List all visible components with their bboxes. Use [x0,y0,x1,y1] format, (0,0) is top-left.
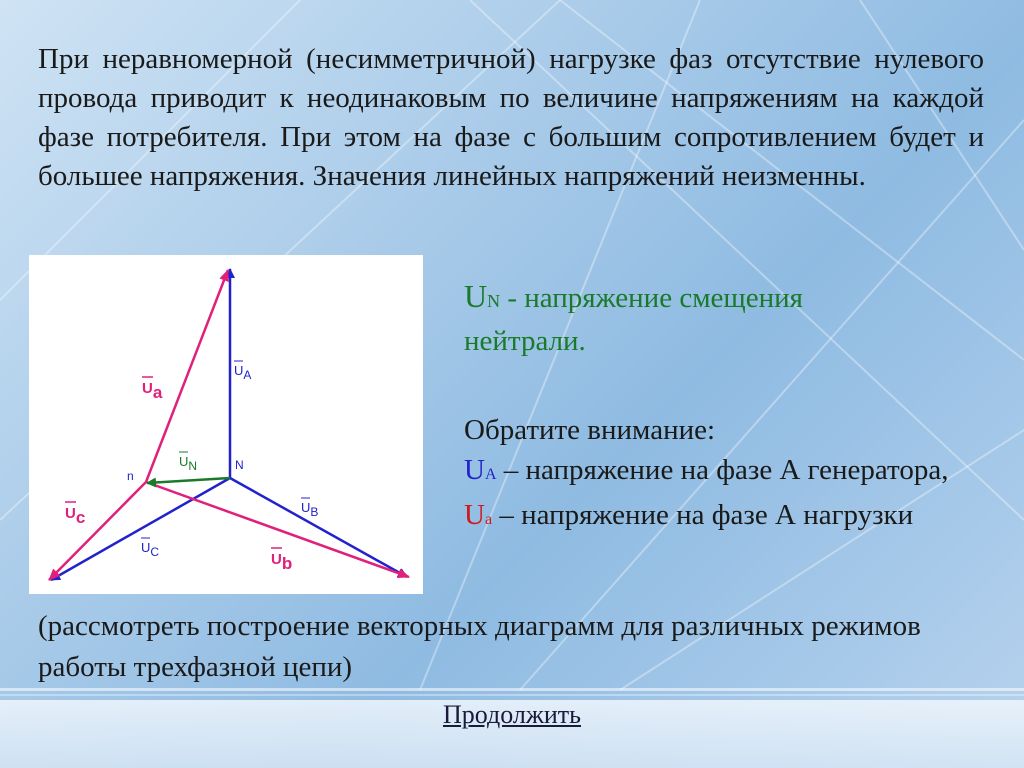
vector-ub-generator [230,478,407,577]
vector-diagram-svg [29,255,423,594]
ua-load-text: – напряжение на фазе А нагрузки [492,499,914,531]
ua-generator-symbol: U [464,454,485,486]
vector-ua-load [146,270,228,482]
footer-stripe [0,688,1024,691]
label-uc-load: Uc [65,505,86,527]
un-subscript: N [487,291,501,311]
vector-un-offset [147,478,230,483]
attention-block [464,410,1004,540]
vector-uc-load [49,482,146,580]
continue-link[interactable]: Продолжить [443,700,581,729]
ua-load-subscript: a [484,511,493,528]
label-ua-load: Ua [142,380,163,402]
un-symbol: U [464,278,488,314]
un-definition [464,276,904,361]
label-ua-generator: UA [234,363,252,382]
attention-line-generator [464,450,1004,495]
attention-line-load [464,495,1004,540]
un-definition-text: - напряжение смещения нейтрали. [464,282,803,357]
attention-heading: Обратите внимание: [464,414,716,446]
ua-generator-text: – напряжение на фазе А генератора, [496,454,949,486]
ua-load-symbol: U [464,499,485,531]
label-ub-generator: UB [301,500,319,519]
footer-stripe [0,694,1024,696]
note-paragraph: (рассмотреть построение векторных диаграмм для различных режимов работы трехфазной цепи) [38,610,921,683]
label-node-n: n [127,469,134,483]
ua-generator-subscript: A [484,466,497,483]
intro-paragraph: При неравномерной (несимметричной) нагрузке фаз отсутствие нулевого провода приводит к неодинаковым по величине напряжениям на каждой фазе потребителя. При этом на фазе с большим сопротивлением будет и большее напряжения. Значения линейных напряжений неизменны. [38,43,984,192]
vector-diagram [29,255,423,594]
label-uc-generator: UC [141,540,160,559]
vector-uc-generator [51,478,230,580]
label-node-N: N [235,458,244,472]
label-un: UN [179,454,198,473]
label-ub-load: Ub [271,551,293,573]
